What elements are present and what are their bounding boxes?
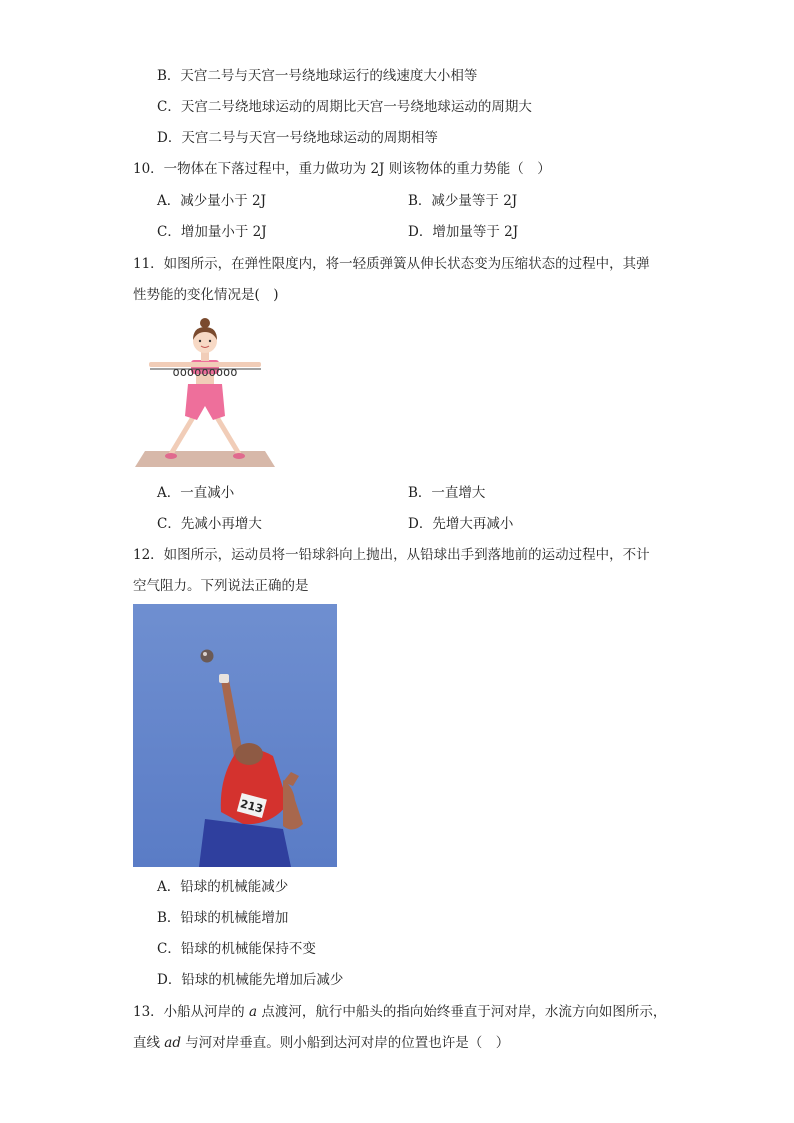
neck — [201, 352, 209, 361]
q11-option-d: D．先增大再减小 — [408, 516, 514, 532]
right-eye — [209, 340, 211, 342]
bib-number: 213 — [238, 797, 265, 816]
q10-option-d: D．增加量等于 2J — [408, 224, 519, 240]
hair-bun — [200, 318, 210, 328]
q13-line-ad-var: ad — [164, 1035, 181, 1051]
q11-stem-line2: 性势能的变化情况是( ) — [133, 287, 279, 303]
head — [235, 743, 263, 765]
floor-mat — [135, 451, 275, 467]
right-shoe — [233, 453, 245, 459]
q13-stem-line1-part-a: 13．小船从河岸的 — [133, 1004, 249, 1020]
left-leg — [171, 414, 195, 454]
wrist-tape — [219, 674, 229, 683]
ball-highlight — [203, 652, 207, 656]
q11-option-a: A．一直减小 — [157, 485, 235, 501]
q13-stem-line2 — [133, 1033, 509, 1053]
q11-option-b: B．一直增大 — [408, 485, 486, 501]
left-eye — [199, 340, 201, 342]
q10-option-c: C．增加量小于 2J — [157, 224, 267, 240]
q13-stem-line2-part-b: 与河对岸垂直。则小船到达河对岸的位置也许是（ ） — [181, 1035, 510, 1051]
q10-option-b: B．减少量等于 2J — [408, 193, 518, 209]
q12-shot-put-photo — [133, 604, 337, 867]
q13-stem-line1-part-b: 点渡河，航行中船头的指向始终垂直于河对岸，水流方向如图所示， — [257, 1004, 667, 1020]
q10-option-a: A．减少量小于 2J — [157, 193, 267, 209]
spring-coils: ooooooooo — [172, 365, 238, 379]
q11-option-c: C．先减小再增大 — [157, 516, 262, 532]
q12-option-a: A．铅球的机械能减少 — [157, 879, 289, 895]
q12-option-b: B．铅球的机械能增加 — [157, 910, 289, 926]
q13-point-a-var: a — [248, 1004, 258, 1020]
q12-option-c: C．铅球的机械能保持不变 — [157, 941, 316, 957]
q9-option-d: D．天宫二号与天宫一号绕地球运动的周期相等 — [157, 130, 438, 146]
q11-girl-spring-figure — [133, 316, 278, 468]
q12-option-d: D．铅球的机械能先增加后减少 — [157, 972, 344, 988]
q10-stem: 10．一物体在下落过程中，重力做功为 2J 则该物体的重力势能（ ） — [133, 161, 551, 177]
q12-stem-line2: 空气阻力。下列说法正确的是 — [133, 578, 309, 594]
left-shoe — [165, 453, 177, 459]
q11-stem-line1: 11．如图所示，在弹性限度内，将一轻质弹簧从伸长状态变为压缩状态的过程中，其弹 — [133, 256, 650, 272]
q9-option-b: B．天宫二号与天宫一号绕地球运行的线速度大小相等 — [157, 68, 478, 84]
q13-stem-line2-part-a: 直线 — [133, 1035, 165, 1051]
right-leg — [215, 414, 239, 454]
shot-put-ball — [201, 650, 214, 663]
q12-stem-line1: 12．如图所示，运动员将一铅球斜向上抛出，从铅球出手到落地前的运动过程中，不计 — [133, 547, 650, 563]
shorts — [185, 384, 225, 420]
q13-stem-line1 — [133, 1002, 666, 1022]
q9-option-c: C．天宫二号绕地球运动的周期比天宫一号绕地球运动的周期大 — [157, 99, 532, 115]
